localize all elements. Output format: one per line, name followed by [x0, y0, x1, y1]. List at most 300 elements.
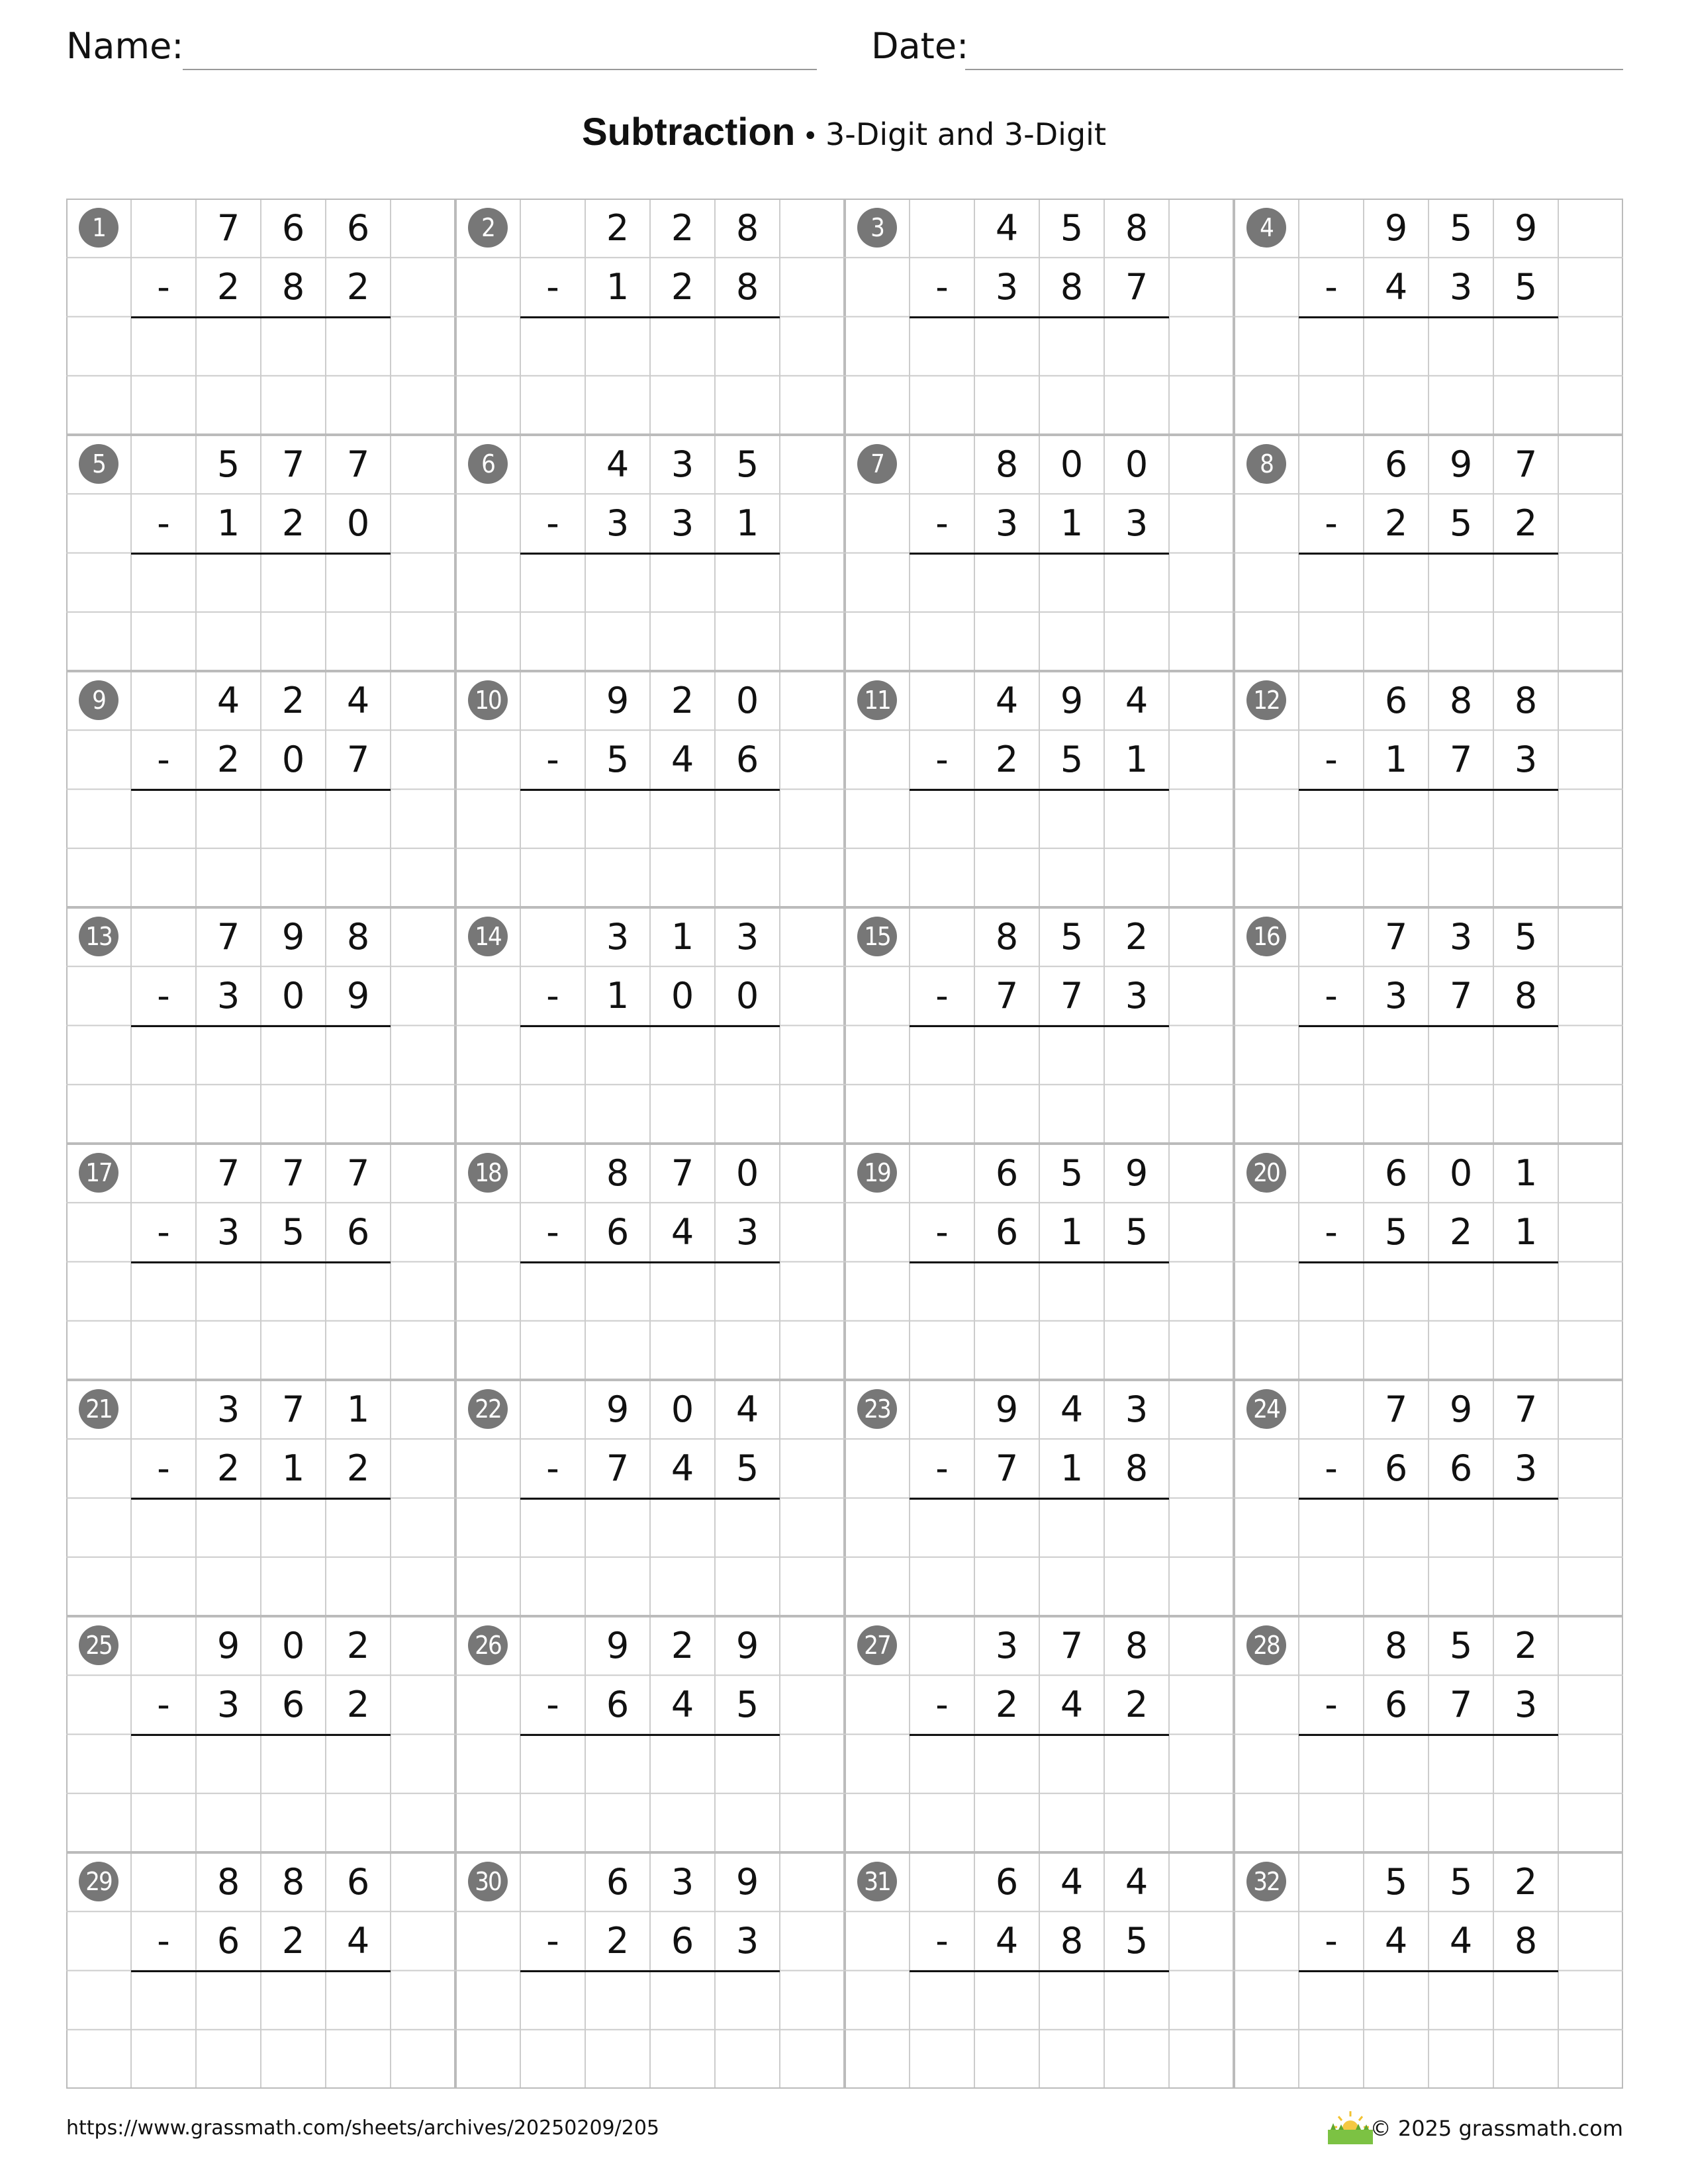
answer-cell[interactable]	[1039, 317, 1104, 376]
answer-cell[interactable]	[196, 553, 261, 612]
subtrahend-digit: 1	[1060, 1447, 1084, 1490]
minuend-digit: 5	[1514, 916, 1538, 958]
minuend-digit: 5	[1060, 916, 1084, 958]
subtrahend-digit: 3	[1514, 1684, 1538, 1726]
title-separator: •	[802, 121, 818, 152]
minuend-digit: 8	[1384, 1625, 1408, 1666]
minuend-digit: 4	[1060, 1388, 1084, 1430]
answer-cell[interactable]	[1364, 790, 1429, 848]
subtrahend-digit: 3	[606, 502, 630, 545]
answer-cell[interactable]	[1299, 790, 1364, 848]
answer-cell[interactable]	[1039, 1498, 1104, 1557]
minuend-digit: 6	[1384, 443, 1408, 485]
answer-cell[interactable]	[261, 1262, 326, 1321]
problem-number-badge: 15	[857, 917, 897, 956]
answer-cell[interactable]	[520, 1971, 585, 2030]
subtrahend-digit: 6	[1384, 1684, 1408, 1726]
answer-cell[interactable]	[131, 317, 196, 376]
subtrahend-digit: 2	[1449, 1211, 1473, 1253]
answer-cell[interactable]	[1299, 1262, 1364, 1321]
minus-sign: -	[157, 1920, 170, 1962]
minuend-digit: 7	[281, 443, 305, 485]
subtrahend-digit: 0	[346, 502, 370, 545]
problem-number-badge: 18	[468, 1153, 508, 1193]
answer-cell[interactable]	[974, 1971, 1039, 2030]
answer-cell[interactable]	[585, 553, 650, 612]
minus-sign: -	[935, 266, 949, 308]
minuend-digit: 6	[346, 207, 370, 249]
subtrahend-digit: 4	[1384, 1920, 1408, 1962]
minuend-digit: 2	[281, 680, 305, 721]
problem-number-badge: 12	[1246, 680, 1286, 720]
problem-number-badge: 13	[79, 917, 118, 956]
answer-cell[interactable]	[1364, 553, 1429, 612]
subtrahend-digit: 2	[995, 739, 1019, 781]
minuend-digit: 7	[671, 1152, 694, 1194]
answer-cell[interactable]	[974, 1262, 1039, 1321]
name-line[interactable]	[183, 69, 817, 70]
subtrahend-digit: 2	[346, 266, 370, 308]
minus-sign: -	[546, 739, 559, 781]
footer-url[interactable]: https://www.grassmath.com/sheets/archives/20250209/205	[66, 2116, 660, 2140]
answer-cell[interactable]	[1493, 1735, 1558, 1794]
minuend-digit: 6	[606, 1861, 630, 1903]
subtrahend-digit: 7	[1449, 1684, 1473, 1726]
answer-cell[interactable]	[585, 1735, 650, 1794]
answer-cell[interactable]	[520, 553, 585, 612]
problem-number-badge: 24	[1246, 1389, 1286, 1429]
minuend-digit: 2	[671, 1625, 694, 1666]
answer-cell[interactable]	[1493, 317, 1558, 376]
answer-cell[interactable]	[650, 1498, 715, 1557]
minuend-digit: 9	[1384, 207, 1408, 249]
minuend-digit: 4	[216, 680, 240, 721]
minuend-digit: 5	[1060, 207, 1084, 249]
minus-sign: -	[546, 1684, 559, 1726]
minuend-digit: 8	[735, 207, 759, 249]
problem-number-badge: 31	[857, 1862, 897, 1901]
subtrahend-digit: 1	[735, 502, 759, 545]
problem-number-badge: 8	[1246, 444, 1286, 484]
answer-cell[interactable]	[1299, 1026, 1364, 1085]
answer-cell[interactable]	[715, 790, 780, 848]
subtrahend-digit: 3	[1125, 975, 1149, 1017]
subtrahend-digit: 4	[346, 1920, 370, 1962]
answer-cell[interactable]	[1429, 1735, 1493, 1794]
answer-cell[interactable]	[650, 1971, 715, 2030]
subtrahend-digit: 6	[606, 1211, 630, 1253]
answer-cell[interactable]	[910, 1026, 974, 1085]
answer-cell[interactable]	[520, 1735, 585, 1794]
minus-sign: -	[546, 502, 559, 545]
answer-cell[interactable]	[1429, 790, 1493, 848]
minus-sign: -	[546, 1211, 559, 1253]
answer-cell[interactable]	[910, 1262, 974, 1321]
minus-sign: -	[935, 502, 949, 545]
answer-cell[interactable]	[326, 790, 391, 848]
date-line[interactable]	[965, 69, 1623, 70]
answer-cell[interactable]	[261, 1026, 326, 1085]
answer-cell[interactable]	[650, 553, 715, 612]
subtrahend-digit: 6	[1384, 1447, 1408, 1490]
answer-cell[interactable]	[650, 790, 715, 848]
answer-cell[interactable]	[974, 1735, 1039, 1794]
answer-cell[interactable]	[1364, 1971, 1429, 2030]
answer-cell[interactable]	[1104, 317, 1169, 376]
subtrahend-digit: 3	[1125, 502, 1149, 545]
answer-cell[interactable]	[1429, 553, 1493, 612]
minuend-digit: 4	[606, 443, 630, 485]
minuend-digit: 2	[1125, 916, 1149, 958]
answer-cell[interactable]	[196, 1498, 261, 1557]
problem-number-badge: 22	[468, 1389, 508, 1429]
answer-cell[interactable]	[585, 1971, 650, 2030]
answer-cell[interactable]	[1429, 1026, 1493, 1085]
subtrahend-digit: 2	[216, 266, 240, 308]
answer-cell[interactable]	[131, 1262, 196, 1321]
answer-cell[interactable]	[520, 1026, 585, 1085]
answer-cell[interactable]	[131, 1735, 196, 1794]
minuend-digit: 2	[671, 680, 694, 721]
answer-cell[interactable]	[1039, 1735, 1104, 1794]
minuend-digit: 3	[1449, 916, 1473, 958]
answer-cell[interactable]	[131, 1498, 196, 1557]
subtrahend-digit: 5	[606, 739, 630, 781]
problem-number-badge: 29	[79, 1862, 118, 1901]
minuend-digit: 5	[1060, 1152, 1084, 1194]
subtrahend-digit: 3	[216, 1211, 240, 1253]
minus-sign: -	[1325, 1211, 1338, 1253]
answer-cell[interactable]	[131, 1026, 196, 1085]
problem-number-badge: 23	[857, 1389, 897, 1429]
subtrahend-digit: 4	[1449, 1920, 1473, 1962]
answer-cell[interactable]	[1299, 317, 1364, 376]
answer-cell[interactable]	[1104, 1971, 1169, 2030]
answer-cell[interactable]	[326, 1026, 391, 1085]
problem-number-badge: 19	[857, 1153, 897, 1193]
minus-sign: -	[935, 739, 949, 781]
answer-cell[interactable]	[1104, 1026, 1169, 1085]
subtrahend-digit: 3	[1384, 975, 1408, 1017]
subtrahend-digit: 5	[281, 1211, 305, 1253]
problem-number-badge: 5	[79, 444, 118, 484]
answer-cell[interactable]	[910, 317, 974, 376]
answer-cell[interactable]	[261, 1735, 326, 1794]
answer-cell[interactable]	[326, 1498, 391, 1557]
minus-sign: -	[1325, 1447, 1338, 1490]
answer-cell[interactable]	[715, 1971, 780, 2030]
subtrahend-digit: 7	[346, 739, 370, 781]
subtrahend-digit: 6	[606, 1684, 630, 1726]
subtrahend-digit: 4	[671, 1447, 694, 1490]
minuend-digit: 8	[606, 1152, 630, 1194]
minuend-digit: 9	[1125, 1152, 1149, 1194]
answer-cell[interactable]	[715, 553, 780, 612]
minuend-digit: 2	[1514, 1861, 1538, 1903]
subtrahend-digit: 5	[735, 1684, 759, 1726]
subtrahend-digit: 5	[1125, 1211, 1149, 1253]
problem-number-badge: 28	[1246, 1625, 1286, 1665]
answer-cell[interactable]	[520, 790, 585, 848]
subtrahend-digit: 1	[606, 975, 630, 1017]
subtrahend-digit: 4	[1060, 1684, 1084, 1726]
answer-cell[interactable]	[910, 553, 974, 612]
answer-cell[interactable]	[1364, 317, 1429, 376]
answer-cell[interactable]	[261, 553, 326, 612]
minus-sign: -	[935, 1684, 949, 1726]
minuend-digit: 8	[995, 916, 1019, 958]
minus-sign: -	[157, 1447, 170, 1490]
answer-cell[interactable]	[196, 790, 261, 848]
subtrahend-digit: 7	[606, 1447, 630, 1490]
problem-number-badge: 20	[1246, 1153, 1286, 1193]
minuend-digit: 8	[1514, 680, 1538, 721]
minus-sign: -	[1325, 1684, 1338, 1726]
minuend-digit: 0	[1060, 443, 1084, 485]
minuend-digit: 9	[995, 1388, 1019, 1430]
minuend-digit: 6	[1384, 1152, 1408, 1194]
answer-cell[interactable]	[910, 790, 974, 848]
problem-number-badge: 21	[79, 1389, 118, 1429]
subtrahend-digit: 1	[1514, 1211, 1538, 1253]
minus-sign: -	[1325, 266, 1338, 308]
answer-cell[interactable]	[196, 1735, 261, 1794]
minuend-digit: 9	[216, 1625, 240, 1666]
subtrahend-digit: 4	[671, 739, 694, 781]
subtrahend-digit: 5	[1384, 1211, 1408, 1253]
answer-cell[interactable]	[715, 1262, 780, 1321]
subtrahend-digit: 4	[1384, 266, 1408, 308]
subtrahend-digit: 5	[1125, 1920, 1149, 1962]
subtrahend-digit: 0	[281, 739, 305, 781]
subtrahend-digit: 3	[995, 266, 1019, 308]
minuend-digit: 8	[216, 1861, 240, 1903]
answer-cell[interactable]	[585, 790, 650, 848]
answer-cell[interactable]	[520, 1498, 585, 1557]
footer-copyright: © 2025 grassmath.com	[1370, 2116, 1623, 2141]
answer-cell[interactable]	[715, 317, 780, 376]
answer-cell[interactable]	[1364, 1498, 1429, 1557]
answer-cell[interactable]	[585, 1262, 650, 1321]
subtrahend-digit: 2	[1514, 502, 1538, 545]
answer-cell[interactable]	[585, 1498, 650, 1557]
answer-cell[interactable]	[1493, 1498, 1558, 1557]
answer-cell[interactable]	[650, 1262, 715, 1321]
answer-cell[interactable]	[1493, 790, 1558, 848]
answer-cell[interactable]	[974, 1498, 1039, 1557]
subtrahend-digit: 4	[671, 1684, 694, 1726]
answer-cell[interactable]	[1429, 1971, 1493, 2030]
minuend-digit: 8	[1125, 207, 1149, 249]
minuend-digit: 3	[995, 1625, 1019, 1666]
answer-cell[interactable]	[326, 317, 391, 376]
minuend-digit: 3	[606, 916, 630, 958]
answer-cell[interactable]	[715, 1026, 780, 1085]
answer-cell[interactable]	[974, 317, 1039, 376]
answer-cell[interactable]	[1299, 1735, 1364, 1794]
minuend-digit: 1	[1514, 1152, 1538, 1194]
subtrahend-digit: 6	[216, 1920, 240, 1962]
answer-cell[interactable]	[1299, 1971, 1364, 2030]
minuend-digit: 7	[346, 443, 370, 485]
answer-cell[interactable]	[715, 1498, 780, 1557]
answer-cell[interactable]	[650, 1026, 715, 1085]
minuend-digit: 9	[606, 680, 630, 721]
answer-cell[interactable]	[1493, 1971, 1558, 2030]
answer-cell[interactable]	[715, 1735, 780, 1794]
answer-cell[interactable]	[585, 317, 650, 376]
answer-cell[interactable]	[1104, 553, 1169, 612]
minuend-digit: 8	[995, 443, 1019, 485]
minuend-digit: 1	[671, 916, 694, 958]
answer-cell[interactable]	[261, 317, 326, 376]
answer-cell[interactable]	[1493, 553, 1558, 612]
answer-cell[interactable]	[974, 1026, 1039, 1085]
subtrahend-digit: 8	[1125, 1447, 1149, 1490]
subtrahend-digit: 1	[1060, 1211, 1084, 1253]
subtrahend-digit: 7	[1060, 975, 1084, 1017]
minus-sign: -	[1325, 502, 1338, 545]
answer-cell[interactable]	[1429, 317, 1493, 376]
subtrahend-digit: 7	[995, 1447, 1019, 1490]
answer-cell[interactable]	[261, 1498, 326, 1557]
answer-cell[interactable]	[326, 1262, 391, 1321]
minuend-digit: 0	[671, 1388, 694, 1430]
subtrahend-digit: 1	[216, 502, 240, 545]
answer-cell[interactable]	[1364, 1735, 1429, 1794]
answer-cell[interactable]	[520, 1262, 585, 1321]
answer-cell[interactable]	[131, 790, 196, 848]
answer-cell[interactable]	[1039, 1971, 1104, 2030]
minuend-digit: 9	[281, 916, 305, 958]
answer-cell[interactable]	[326, 553, 391, 612]
problem-number-badge: 9	[79, 680, 118, 720]
answer-cell[interactable]	[261, 1971, 326, 2030]
minuend-digit: 9	[1514, 207, 1538, 249]
subtrahend-digit: 5	[735, 1447, 759, 1490]
answer-cell[interactable]	[1299, 553, 1364, 612]
answer-cell[interactable]	[1429, 1262, 1493, 1321]
answer-cell[interactable]	[1493, 1026, 1558, 1085]
answer-cell[interactable]	[1104, 1498, 1169, 1557]
answer-cell[interactable]	[326, 1971, 391, 2030]
answer-cell[interactable]	[650, 317, 715, 376]
minuend-digit: 4	[1125, 680, 1149, 721]
subtrahend-digit: 8	[1514, 975, 1538, 1017]
minus-sign: -	[157, 502, 170, 545]
answer-cell[interactable]	[1429, 1498, 1493, 1557]
grass-sun-logo-icon	[1325, 2109, 1376, 2146]
answer-cell[interactable]	[1104, 1735, 1169, 1794]
minuend-digit: 4	[995, 207, 1019, 249]
minuend-digit: 2	[606, 207, 630, 249]
minuend-digit: 6	[995, 1152, 1019, 1194]
minuend-digit: 5	[1384, 1861, 1408, 1903]
subtrahend-digit: 6	[671, 1920, 694, 1962]
answer-cell[interactable]	[1104, 790, 1169, 848]
minuend-digit: 5	[1449, 1625, 1473, 1666]
minuend-digit: 7	[1384, 916, 1408, 958]
answer-cell[interactable]	[131, 553, 196, 612]
answer-cell[interactable]	[1299, 1498, 1364, 1557]
subtrahend-digit: 5	[1449, 502, 1473, 545]
answer-cell[interactable]	[261, 790, 326, 848]
answer-cell[interactable]	[196, 1026, 261, 1085]
answer-cell[interactable]	[585, 1026, 650, 1085]
minus-sign: -	[1325, 1920, 1338, 1962]
problem-number-badge: 7	[857, 444, 897, 484]
answer-cell[interactable]	[326, 1735, 391, 1794]
answer-cell[interactable]	[131, 1971, 196, 2030]
subtrahend-digit: 8	[735, 266, 759, 308]
answer-cell[interactable]	[196, 1262, 261, 1321]
subtrahend-digit: 4	[995, 1920, 1019, 1962]
answer-cell[interactable]	[1104, 1262, 1169, 1321]
subtrahend-digit: 3	[995, 502, 1019, 545]
answer-cell[interactable]	[196, 1971, 261, 2030]
minuend-digit: 8	[281, 1861, 305, 1903]
minuend-digit: 6	[346, 1861, 370, 1903]
minuend-digit: 4	[346, 680, 370, 721]
answer-cell[interactable]	[1039, 1026, 1104, 1085]
answer-cell[interactable]	[910, 1498, 974, 1557]
answer-cell[interactable]	[910, 1971, 974, 2030]
problem-number-badge: 32	[1246, 1862, 1286, 1901]
subtrahend-digit: 1	[281, 1447, 305, 1490]
minus-sign: -	[546, 1447, 559, 1490]
minus-sign: -	[157, 266, 170, 308]
minus-sign: -	[157, 1684, 170, 1726]
problem-number-badge: 11	[857, 680, 897, 720]
subtrahend-digit: 2	[216, 739, 240, 781]
problem-number-badge: 16	[1246, 917, 1286, 956]
answer-cell[interactable]	[1364, 1026, 1429, 1085]
subtrahend-digit: 0	[735, 975, 759, 1017]
answer-cell[interactable]	[910, 1735, 974, 1794]
subtrahend-digit: 1	[1384, 739, 1408, 781]
title-main: Subtraction	[582, 111, 796, 154]
worksheet-title	[0, 106, 1688, 168]
subtrahend-digit: 3	[1514, 739, 1538, 781]
minuend-digit: 7	[281, 1388, 305, 1430]
subtrahend-digit: 2	[346, 1447, 370, 1490]
answer-cell[interactable]	[1493, 1262, 1558, 1321]
subtrahend-digit: 2	[606, 1920, 630, 1962]
minuend-digit: 3	[671, 1861, 694, 1903]
answer-cell[interactable]	[1039, 1262, 1104, 1321]
answer-cell[interactable]	[1039, 553, 1104, 612]
subtrahend-digit: 3	[1514, 1447, 1538, 1490]
minuend-digit: 4	[735, 1388, 759, 1430]
problem-number-badge: 3	[857, 208, 897, 248]
minuend-digit: 9	[1060, 680, 1084, 721]
subtrahend-digit: 2	[1125, 1684, 1149, 1726]
answer-cell[interactable]	[196, 317, 261, 376]
minuend-digit: 3	[216, 1388, 240, 1430]
answer-cell[interactable]	[1364, 1262, 1429, 1321]
minuend-digit: 7	[281, 1152, 305, 1194]
minuend-digit: 5	[216, 443, 240, 485]
minuend-digit: 9	[606, 1388, 630, 1430]
answer-cell[interactable]	[520, 317, 585, 376]
answer-cell[interactable]	[650, 1735, 715, 1794]
problem-number-badge: 1	[79, 208, 118, 248]
answer-cell[interactable]	[974, 790, 1039, 848]
minuend-digit: 4	[1060, 1861, 1084, 1903]
answer-cell[interactable]	[974, 553, 1039, 612]
subtrahend-digit: 3	[735, 1211, 759, 1253]
answer-cell[interactable]	[1039, 790, 1104, 848]
